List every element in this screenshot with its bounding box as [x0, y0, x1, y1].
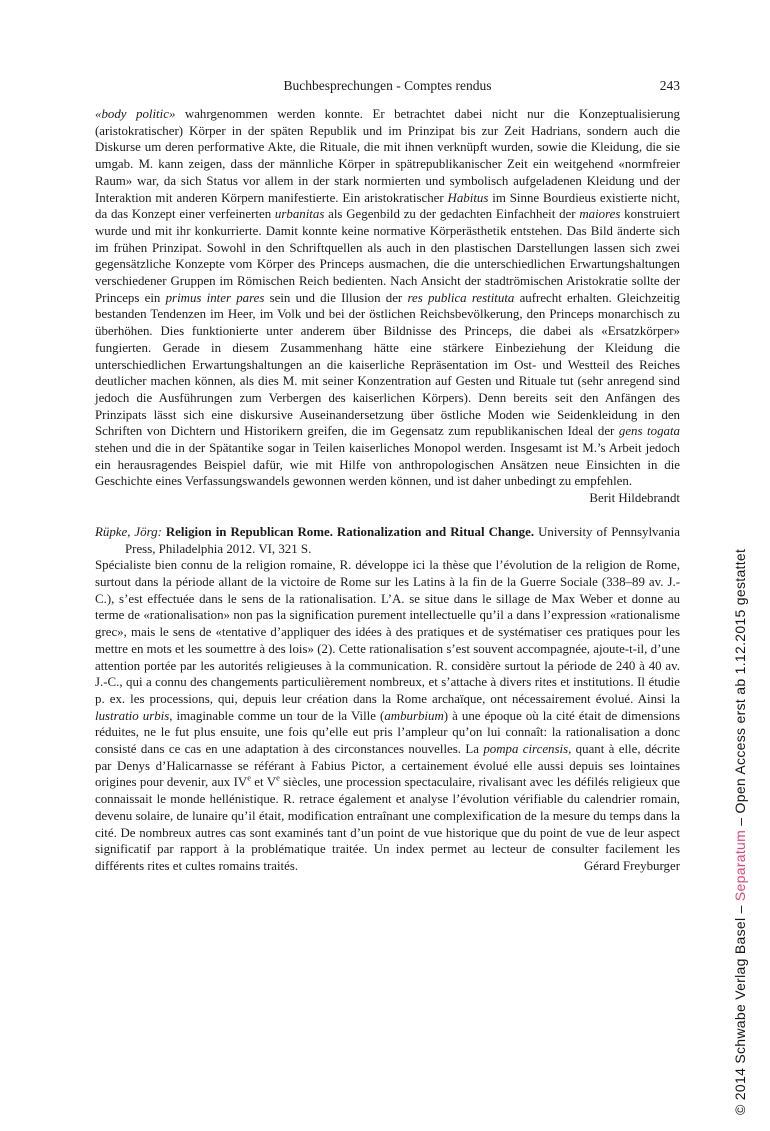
page-header	[95, 78, 680, 94]
review1-signature: Berit Hildebrandt	[589, 491, 680, 506]
text-block	[95, 106, 680, 875]
page-number: 243	[659, 78, 680, 93]
running-title: Buchbesprechungen - Comptes rendus	[283, 78, 492, 93]
review2-paragraph	[95, 557, 680, 874]
copyright-stamp	[732, 549, 748, 1115]
review2-heading	[95, 524, 680, 557]
review2-section	[95, 524, 680, 875]
copyright-stamp-text: © 2014 Schwabe Verlag Basel – Separatum – Open Access erst ab 1.12.2015 gestattet	[732, 548, 748, 1115]
review2-text: Spécialiste bien connu de la religion romaine, R. développe ici la thèse que l’évolution de la religion de Rome, surtout dans la période allant de la victoire de Rome sur les Latins à la fin de la Guerre Sociale (338–89 av. J.-C.), s’est effectuée dans le sens de la rationalisation. L’A. se situe dans le sillage de Max Weber et donne au terme de «rationalisation» non pas la signification purement intellectuelle qu’il a dans l’expression «rationalisme grec», mais le sens de «tentative d’appliquer des idées à des pratiques et de systématiser ces pratiques pour les mettre en mots et les soumettre à des lois» (2). Cette rationalisation s’est souvent accompagnée, ajoute-t-il, d’une attention portée par les autorités religieuses à la communication. R. considère surtout la période de 240 à 40 av. J.-C., qui a connu des changements particulièrement nombreux, et s’attache à divers rites et institutions. Il étudie p. ex. les processions, qui, depuis leur création dans la Rome archaïque, ont nécessairement évolué. Ainsi la lustratio urbis, imaginable comme un tour de la Ville (amburbium) à une époque où la cité était de dimensions réduites, ne le fut plus ensuite, une fois qu’elle eut pris l’ampleur qu’on lui connaît: la rationalisation a donc consisté dans ce cas en une adaptation à des circonstances nouvelles. La pompa circensis, quant à elle, décrite par Denys d’Halicarnasse se référant à Fabius Pictor, a certainement évolué elle aussi depuis ses lointaines origines pour devenir, aux IVe et Ve siècles, une procession spectaculaire, rivalisant avec les défilés religieux que connaissait le monde hellénistique. R. retrace également et analyse l’évolution vérifiable du calendrier romain, devenu solaire, de lunaire qu’il était, modification entraînant une complexification de la mesure du temps dans la cité. De nombreux autres cas sont examinés tant d’un point de vue historique que du point de vue de leur aspect significatif par rapport à la problématique traitée. Un index permet au lecteur de consulter facilement les différents rites et cultes romains traités.	[95, 558, 680, 873]
review2-signature: Gérard Freyburger	[583, 858, 680, 873]
review1-text: «body politic» wahrgenommen werden konnte. Er betrachtet dabei nicht nur die Konzeptualisierung (aristokratischer) Körper in der späten Republik und im Prinzipat bis zur Zeit Hadrians, sondern auch die Diskurse um deren performative Akte, die Rituale, die mit ihnen verknüpft wurden, sowie die Kleidung, die sie umgab. M. kann zeigen, dass der männliche Körper in spätrepublikanischer Zeit ein weitgehend «normfreier Raum» war, da sich Status vor allem in der stark normierten und symbolisch aufgeladenen Kleidung und der Interaktion mit anderen Körpern manifestierte. Ein aristokratischer Habitus im Sinne Bourdieus existierte nicht, da das Konzept einer verfeinerten urbanitas als Gegenbild zu der gedachten Einfachheit der maiores konstruiert wurde und mit ihr konkurrierte. Damit konnte keine normative Körperästhetik entstehen. Das Bild änderte sich im frühen Prinzipat. Sowohl in den Schriftquellen als auch in den plastischen Darstellungen lassen sich zwei gegensätzliche Konzepte vom Körper des Princeps ausmachen, die die unterschiedlichen Erwartungshaltungen verschiedener Gruppen im Römischen Reich bedienten. Nach Ansicht der stadtrömischen Aristokratie sollte der Princeps ein primus inter pares sein und die Illusion der res publica restituta aufrecht erhalten. Gleichzeitig bestanden Tendenzen im Heer, im Volk und bei der östlichen Reichsbevölkerung, den Princeps monarchisch zu überhöhen. Dies funktionierte unter anderem über Bildnisse des Princeps, die dabei als «Ersatzkörper» fungierten. Gerade in diesem Zusammenhang hätte eine stärkere Einbeziehung der Kleidung die unterschiedlichen Erwartungshaltungen an die kaiserliche Repräsentation im Ost- und Westteil des Reiches deutlicher machen können, als dies M. mit seiner Konzentration auf Gesten und Rituale tut (sehr anregend sind jedoch die Ausführungen zum Verbergen des kaiserlichen Körpers). Denn bereits seit den Anfängen des Prinzipats lässt sich eine diskursive Auseinandersetzung über östliche Moden wie Seidenkleidung in den Schriften von Dichtern und Historikern greifen, die im Gegensatz zum republikanischen Ideal der gens togata stehen und die in der Spätantike sogar in Teilen kaiserliches Monopol werden. Insgesamt ist M.’s Arbeit jedoch ein herausragendes Beispiel dafür, wie mit Hilfe von anthropologischen Ansätzen neue Einsichten in die Geschichte eines Verfassungswandels gewonnen werden können, und ist daher unbedingt zu empfehlen.	[95, 107, 680, 489]
review1-paragraph	[95, 106, 680, 507]
review2-heading-text: Rüpke, Jörg: Religion in Republican Rome. Rationalization and Ritual Change. University of Pennsylvania Press, Philadelphia 2012. VI, 321 S.	[95, 524, 680, 556]
